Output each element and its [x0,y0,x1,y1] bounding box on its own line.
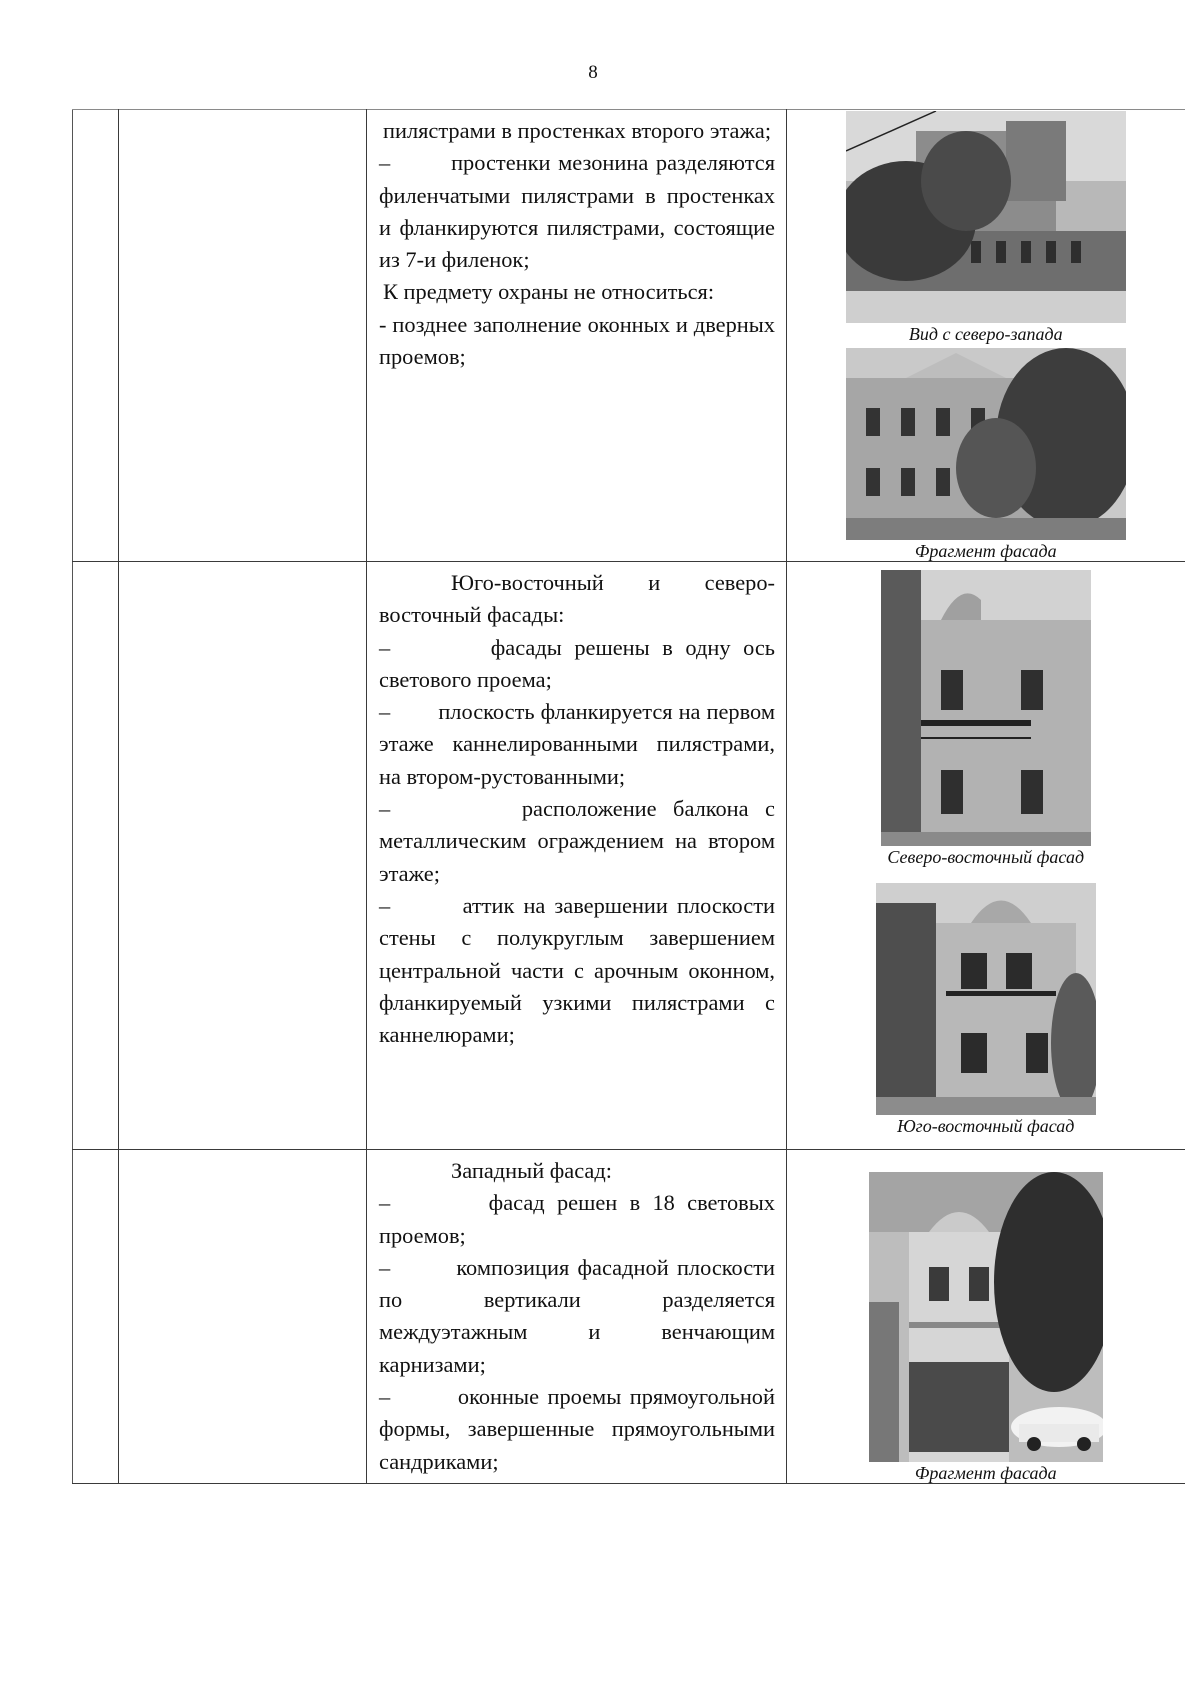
object-name-cell [119,1150,367,1484]
description-paragraph: – простенки мезонина разделяются филенчатыми пилястрами в простенках и фланкируются пилястрами, состоящие из 7-и филенок; [379,150,775,273]
description-paragraph: – композиция фасадной плоскости по вертикали разделяется междуэтажным и венчающим карнизами; [379,1254,775,1377]
description-paragraph: – аттик на завершении плоскости стены с полукруглым завершением центральной части с арочным оконном, фланкируемый узкими пилястрами с каннелюрами; [379,892,775,1048]
building-southeast-photo [876,883,1096,1115]
description-paragraph: Юго-восточный и северо-восточный фасады: [379,570,775,628]
photo-caption: Юго-восточный фасад [897,1116,1075,1136]
table-row [73,110,1185,562]
photo-cell [787,562,1185,1150]
table-row [73,562,1185,1150]
photo-caption: Северо-восточный фасад [887,847,1085,867]
photo-cell [787,110,1185,562]
building-northwest-photo [846,111,1126,323]
row-number-cell [73,110,119,562]
object-name-cell [119,110,367,562]
row-number-cell [73,1150,119,1484]
protection-subject-cell [367,562,787,1150]
description-paragraph: – фасады решены в одну ось светового проема; [379,634,775,692]
page-number: 8 [588,62,598,83]
photo-caption: Фрагмент фасада [914,1463,1057,1483]
description-paragraph: пилястрами в простенках второго этажа; [383,118,772,143]
description-paragraph: - позднее заполнение оконных и дверных проемов; [379,311,775,370]
photo-caption: Вид с северо-запада [908,324,1063,344]
photo-cell [787,1150,1185,1484]
description-paragraph: – оконные проемы прямоугольной формы, завершенные прямоугольными сандриками; [379,1384,775,1474]
building-northeast-photo [881,570,1091,846]
heritage-description-table [72,109,1185,1484]
description-paragraph: – фасад решен в 18 световых проемов; [379,1190,775,1248]
description-paragraph: Западный фасад: [451,1158,612,1183]
description-paragraph: – расположение балкона с металлическим ограждением на втором этаже; [379,796,775,886]
description-paragraph: К предмету охраны не относиться: [383,279,715,305]
photo-caption: Фрагмент фасада [914,541,1057,561]
building-west-facade-photo [869,1172,1103,1462]
description-paragraph: – плоскость фланкируется на первом этаже каннелированными пилястрами, на втором-рустованными; [379,699,775,789]
protection-subject-cell [367,110,787,562]
object-name-cell [119,562,367,1150]
row-number-cell [73,562,119,1150]
protection-subject-cell [367,1150,787,1484]
table-row [73,1150,1185,1484]
building-facade-fragment-photo [846,348,1126,540]
